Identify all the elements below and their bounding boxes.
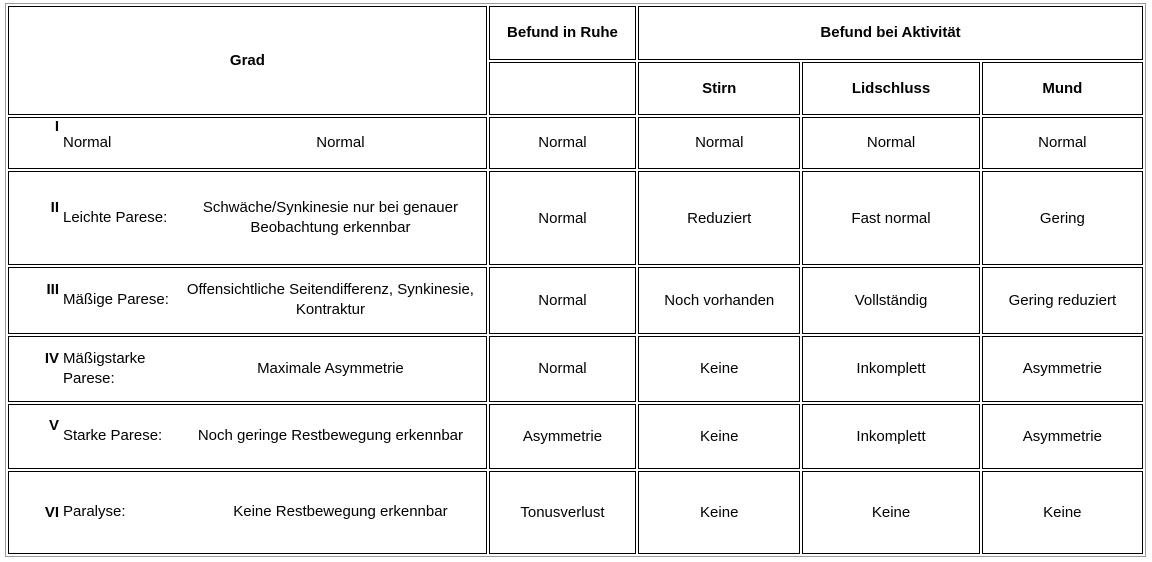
grade-number: II (50, 199, 59, 217)
mund-cell: Gering (982, 171, 1143, 264)
grade-description: Keine Restbewegung erkennbar (233, 503, 448, 521)
header-grad: Grad (8, 6, 487, 115)
grade-number: IV (44, 349, 59, 367)
grade-cell (8, 336, 487, 402)
lidschluss-cell: Inkomplett (802, 404, 979, 469)
ruhe-cell: Tonusverlust (489, 471, 636, 554)
grade-description: Schwäche/Synkinesie nur bei genauer Beobachtung erkennbar (202, 199, 458, 237)
grade-cell (8, 171, 487, 264)
mund-cell: Keine (982, 471, 1143, 554)
stirn-cell: Keine (638, 336, 800, 402)
mund-cell: Asymmetrie (982, 336, 1143, 402)
grading-table (5, 3, 1146, 557)
table-row (8, 336, 1143, 402)
grade-name: Starke Parese: (63, 427, 163, 445)
header-row-1 (8, 6, 1143, 60)
header-ruhe-empty (489, 62, 636, 115)
grade-description: Normal (316, 133, 365, 151)
ruhe-cell: Normal (489, 336, 636, 402)
stirn-cell: Keine (638, 404, 800, 469)
grade-number: I (54, 117, 59, 135)
grade-name: Paralyse: (63, 503, 126, 521)
header-stirn: Stirn (638, 62, 800, 115)
table-row (8, 471, 1143, 554)
ruhe-cell: Asymmetrie (489, 404, 636, 469)
header-aktivitaet: Befund bei Aktivität (638, 6, 1143, 60)
header-ruhe: Befund in Ruhe (489, 6, 636, 60)
grade-name: Mäßige Parese: (63, 291, 169, 309)
mund-cell: Asymmetrie (982, 404, 1143, 469)
grade-number: V (48, 417, 59, 435)
grade-cell (8, 267, 487, 334)
grade-cell (8, 471, 487, 554)
stirn-cell: Reduziert (638, 171, 800, 264)
lidschluss-cell: Normal (802, 117, 979, 170)
table-row (8, 267, 1143, 334)
mund-cell: Gering reduziert (982, 267, 1143, 334)
stirn-cell: Normal (638, 117, 800, 170)
table-row (8, 171, 1143, 264)
grade-name: Leichte Parese: (63, 209, 168, 227)
grade-description: Noch geringe Restbewegung erkennbar (197, 427, 464, 445)
grade-cell (8, 404, 487, 469)
table-row (8, 117, 1143, 170)
grade-description: Maximale Asymmetrie (257, 359, 404, 377)
ruhe-cell: Normal (489, 171, 636, 264)
grade-name: Normal (63, 133, 112, 151)
stirn-cell: Noch vorhanden (638, 267, 800, 334)
header-lidschluss: Lidschluss (802, 62, 979, 115)
ruhe-cell: Normal (489, 267, 636, 334)
grade-number: III (46, 281, 59, 299)
lidschluss-cell: Fast normal (802, 171, 979, 264)
lidschluss-cell: Inkomplett (802, 336, 979, 402)
header-mund: Mund (982, 62, 1143, 115)
grade-cell (8, 117, 487, 170)
lidschluss-cell: Vollständig (802, 267, 979, 334)
ruhe-cell: Normal (489, 117, 636, 170)
grade-number: VI (44, 503, 59, 521)
lidschluss-cell: Keine (802, 471, 979, 554)
table-row (8, 404, 1143, 469)
mund-cell: Normal (982, 117, 1143, 170)
grade-description: Offensichtliche Seitendifferenz, Synkinesie, Kontraktur (186, 281, 474, 319)
grade-name: Mäßigstarke Parese: (63, 349, 146, 387)
stirn-cell: Keine (638, 471, 800, 554)
